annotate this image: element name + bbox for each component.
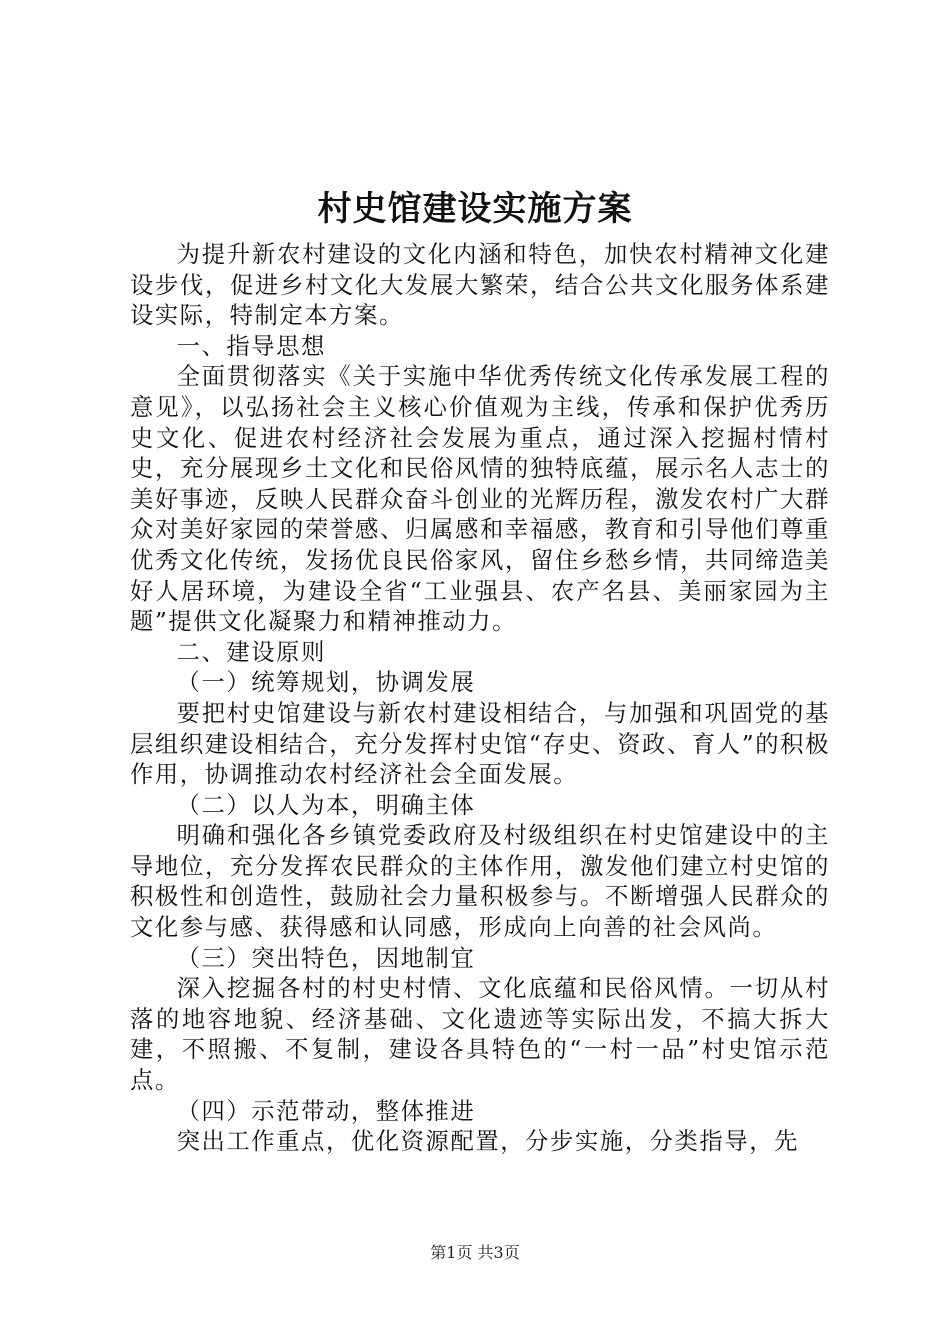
subheading-principle-4: （四）示范带动，整体推进 (176, 1097, 476, 1125)
subheading-principle-3: （三）突出特色，因地制宜 (176, 944, 476, 972)
subheading-principle-2: （二）以人为本，明确主体 (176, 791, 476, 819)
paragraph-principle-2: 明确和强化各乡镇党委政府及村级组织在村史馆建设中的主导地位，充分发挥农民群众的主体作用，激发他们建立村史馆的积极性和创造性，鼓励社会力量积极参与。不断增强人民群众的文化参与感、获得感和认同感，形成向上向善的社会风尚。 (130, 822, 830, 942)
heading-guiding-ideology: 一、指导思想 (176, 332, 326, 360)
paragraph-principle-4: 突出工作重点，优化资源配置，分步实施，分类指导，先 (176, 1128, 800, 1156)
page-number-footer: 第1页 共3页 (430, 1243, 520, 1262)
paragraph-principle-1: 要把村史馆建设与新农村建设相结合，与加强和巩固党的基层组织建设相结合，充分发挥村史馆“存史、资政、育人”的积极作用，协调推动农村经济社会全面发展。 (130, 699, 830, 789)
subheading-principle-1: （一）统筹规划，协调发展 (176, 669, 476, 697)
document-title: 村史馆建设实施方案 (317, 189, 633, 229)
paragraph-intro: 为提升新农村建设的文化内涵和特色，加快农村精神文化建设步伐，促进乡村文化大发展大繁荣，结合公共文化服务体系建设实际，特制定本方案。 (130, 241, 830, 330)
document-body (130, 240, 830, 1158)
heading-construction-principles: 二、建设原则 (176, 638, 326, 666)
paragraph-guiding-ideology: 全面贯彻落实《关于实施中华优秀传统文化传承发展工程的意见》，以弘扬社会主义核心价值观为主线，传承和保护优秀历史文化、促进农村经济社会发展为重点，通过深入挖掘村情村史，充分展现乡土文化和民俗风情的独特底蕴，展示名人志士的美好事迹，反映人民群众奋斗创业的光辉历程，激发农村广大群众对美好家园的荣誉感、归属感和幸福感，教育和引导他们尊重优秀文化传统，发扬优良民俗家风，留住乡愁乡情，共同缔造美好人居环境，为建设全省“工业强县、农产名县、美丽家园为主题”提供文化凝聚力和精神推动力。 (130, 363, 830, 636)
paragraph-principle-3: 深入挖掘各村的村史村情、文化底蕴和民俗风情。一切从村落的地容地貌、经济基础、文化遗迹等实际出发，不搞大拆大建，不照搬、不复制，建设各具特色的“一村一品”村史馆示范点。 (130, 975, 830, 1095)
